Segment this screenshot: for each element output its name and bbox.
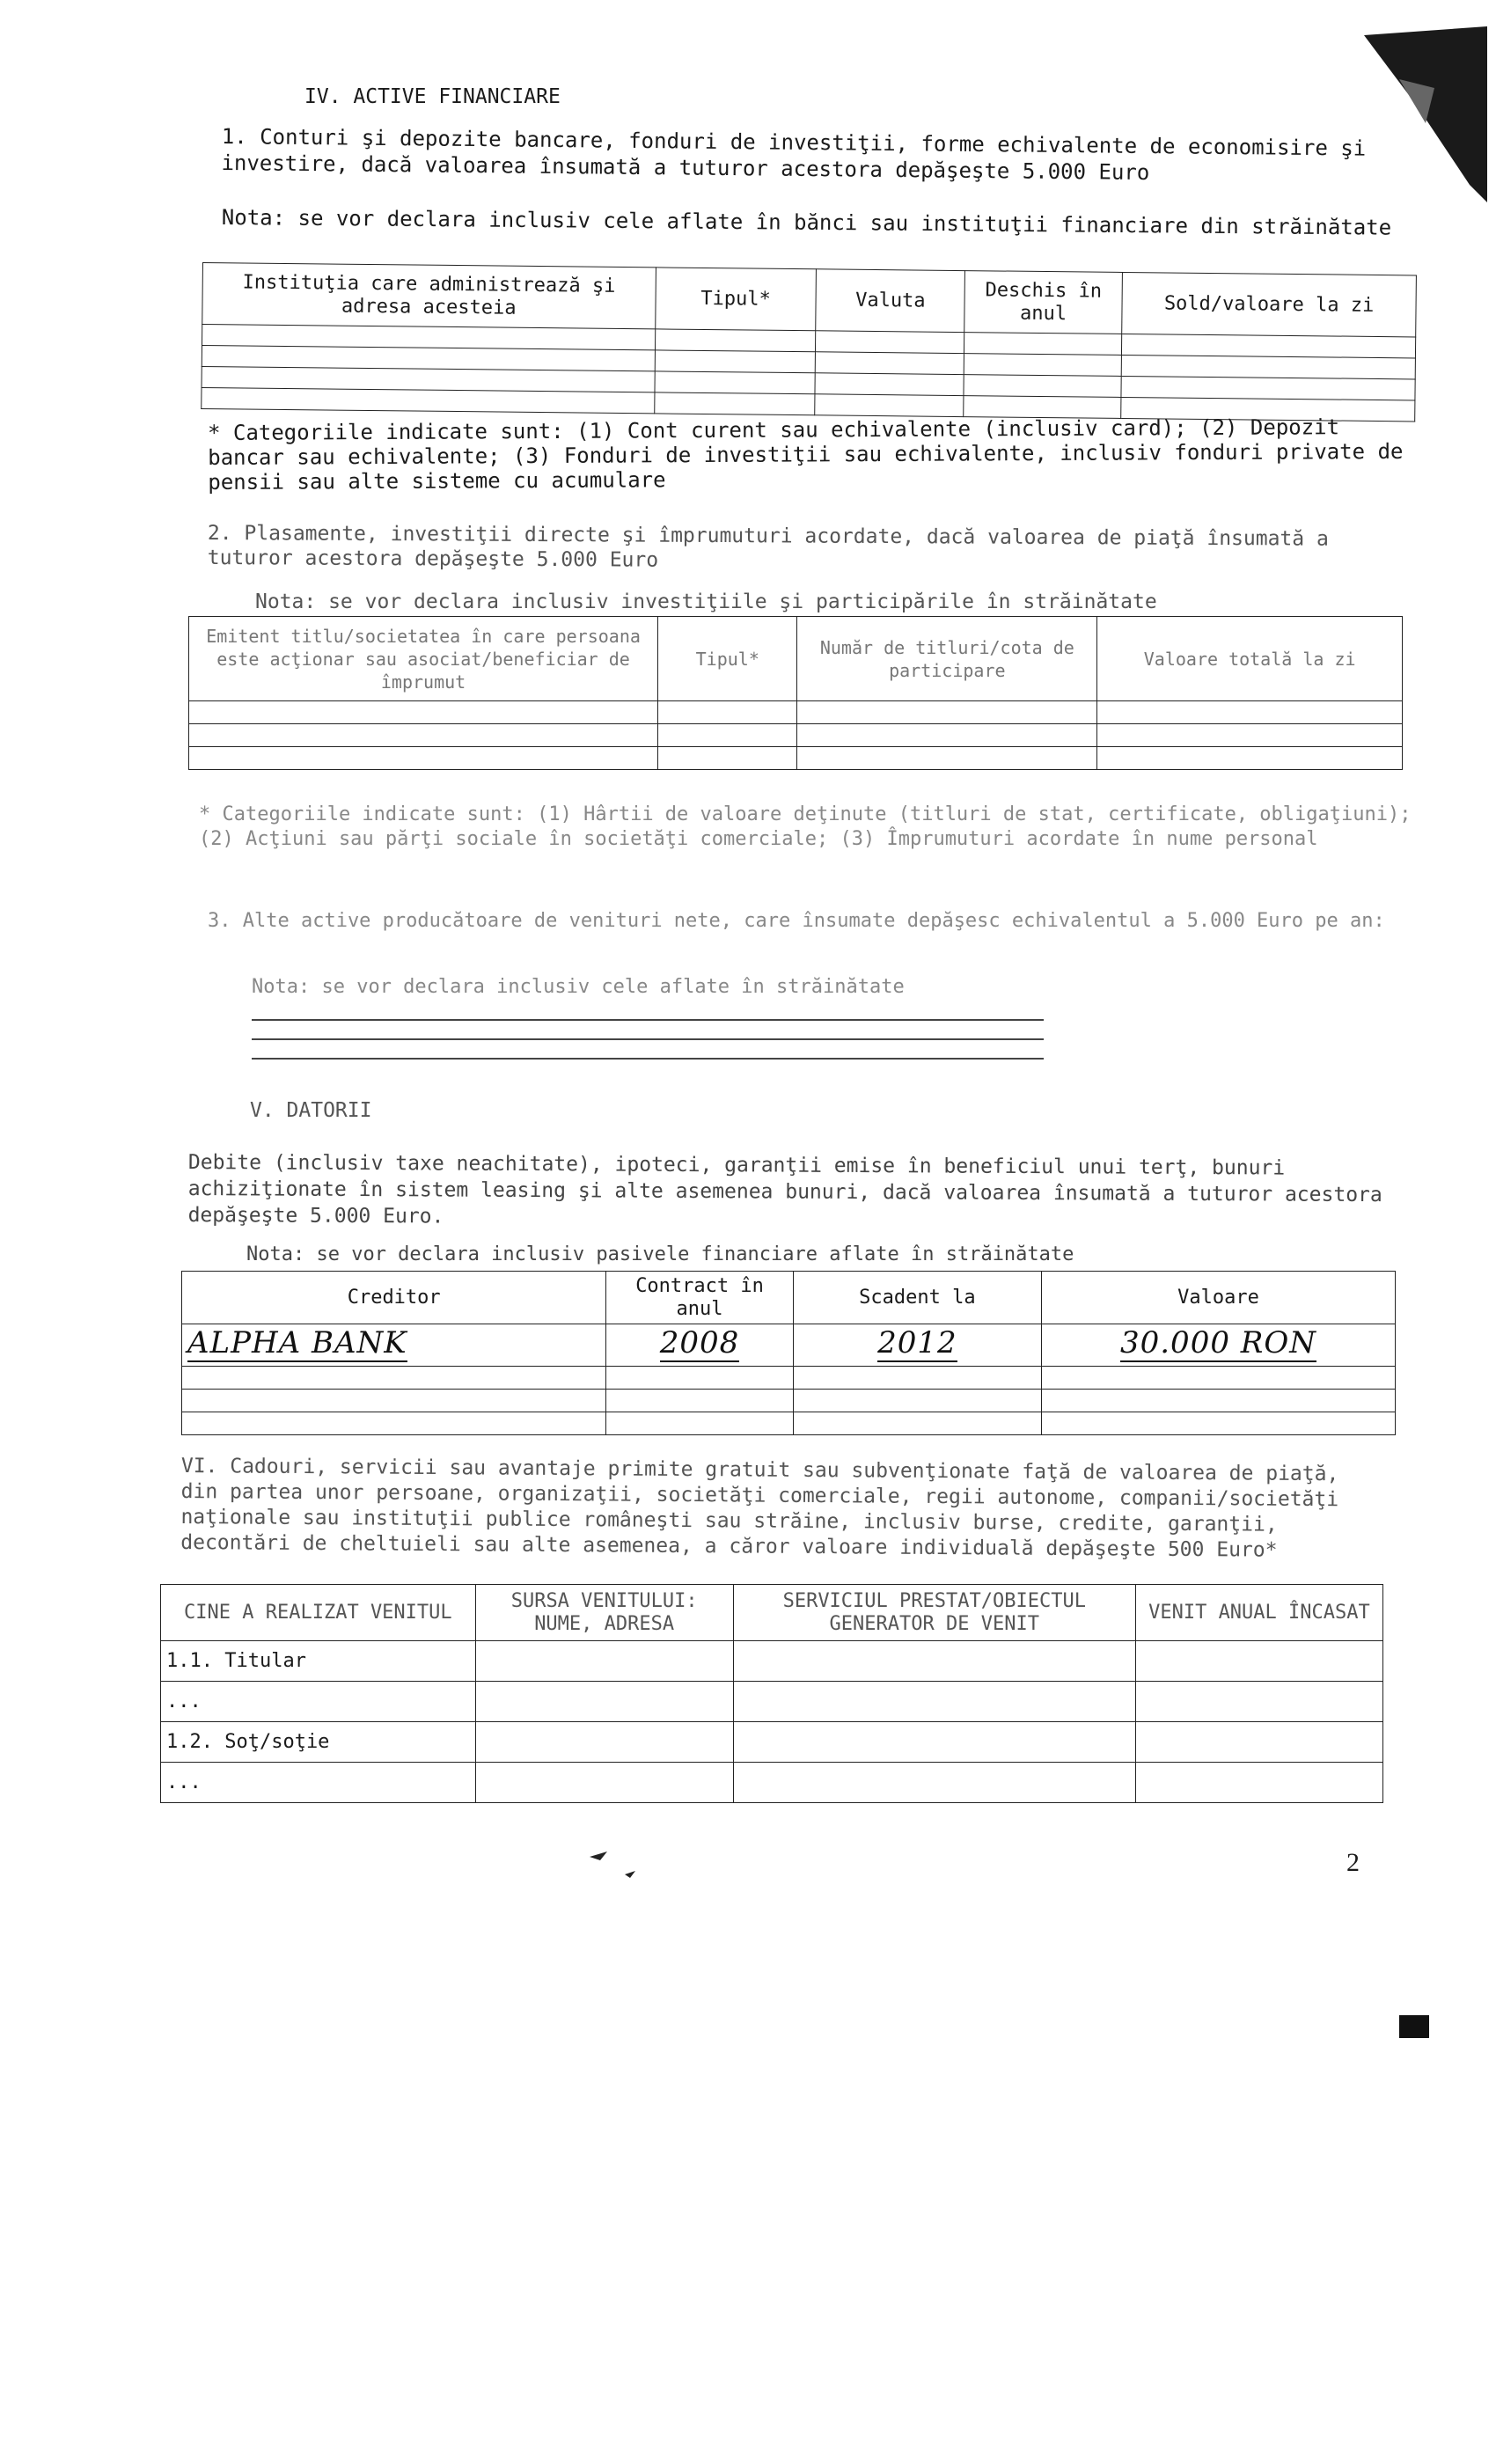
- table-header: Valoare totală la zi: [1097, 617, 1403, 701]
- debt-amount-value: 30.000 RON: [1119, 1325, 1316, 1360]
- accounts-table: [201, 262, 1417, 422]
- row-label: ...: [161, 1682, 476, 1722]
- table-header: Emitent titlu/societatea în care persoana este acţionar sau asociat/beneficiar de împrumut: [189, 617, 658, 701]
- table-1-footnote: * Categoriile indicate sunt: (1) Cont curent sau echivalente (inclusiv card); (2) Depozit bancar sau echivalente; (3) Fonduri de investiţii sau echivalente, inclusiv fonduri private de pensii sau alte sisteme cu acumulare: [208, 414, 1416, 495]
- contract-year-value: 2008: [659, 1325, 740, 1360]
- creditor-value: ALPHA BANK: [187, 1325, 407, 1360]
- table-row: [161, 1722, 1383, 1763]
- blank-line: [252, 1038, 1044, 1040]
- table-row: [189, 724, 1403, 747]
- scan-mark: [1399, 2015, 1429, 2038]
- due-year-value: 2012: [877, 1325, 957, 1360]
- table-row: [161, 1682, 1383, 1722]
- item-1-text: 1. Conturi şi depozite bancare, fonduri de investiţii, forme echivalente de economisire şi investire, dacă valoarea însumată a tuturor acestora depăşeşte 5.000 Euro: [221, 123, 1379, 186]
- row-label: 1.2. Soţ/soţie: [161, 1722, 476, 1763]
- table-row: [189, 747, 1403, 770]
- table-header: Sold/valoare la zi: [1122, 272, 1417, 336]
- row-label: ...: [161, 1763, 476, 1803]
- table-header: Contract în anul: [606, 1272, 793, 1324]
- table-header: Creditor: [182, 1272, 606, 1324]
- table-header: Instituţia care administrează şi adresa acesteia: [202, 263, 656, 329]
- table-header: SURSA VENITULUI: NUME, ADRESA: [475, 1585, 733, 1641]
- table-row: [182, 1390, 1396, 1412]
- table-header: SERVICIUL PRESTAT/OBIECTUL GENERATOR DE VENIT: [733, 1585, 1135, 1641]
- table-header: Tipul*: [655, 268, 817, 331]
- gifts-section-text: VI. Cadouri, servicii sau avantaje primite gratuit sau subvenţionate faţă de valoarea de piaţă, din partea unor persoane, organizaţii, societăţi comerciale, regii autonome, companii/societăţi naţionale sau instituţii publice româneşti sau străine, inclusiv burse, credite, garanţii, decontări de cheltuieli sau alte asemenea, a căror valoare individuală depăşeşte 500 Euro*: [180, 1455, 1352, 1562]
- debts-table: [181, 1271, 1396, 1435]
- scan-speck: [581, 1839, 669, 1883]
- blank-line: [252, 1058, 1044, 1060]
- gifts-table: [160, 1584, 1383, 1803]
- section-title: IV. ACTIVE FINANCIARE: [304, 85, 561, 108]
- table-header: VENIT ANUAL ÎNCASAT: [1135, 1585, 1382, 1641]
- table-row: [182, 1412, 1396, 1435]
- blank-line: [252, 1019, 1044, 1021]
- table-header: Număr de titluri/cota de participare: [797, 617, 1097, 701]
- table-header: Deschis în anul: [964, 271, 1123, 334]
- table-2-footnote: * Categoriile indicate sunt: (1) Hârtii de valoare deţinute (titluri de stat, certificate, obligaţiuni); (2) Acţiuni sau părţi sociale în societăţi comerciale; (3) Împrumuturi acordate în nume personal: [199, 803, 1423, 850]
- table-row: [182, 1367, 1396, 1390]
- table-header: CINE A REALIZAT VENITUL: [161, 1585, 476, 1641]
- page-number: 2: [1346, 1848, 1360, 1877]
- table-row: [189, 701, 1403, 724]
- table-header: Tipul*: [658, 617, 797, 701]
- item-3-note: Nota: se vor declara inclusiv cele aflate în străinătate: [252, 976, 905, 998]
- section-title: V. DATORII: [250, 1099, 372, 1122]
- item-2-text: 2. Plasamente, investiţii directe şi împrumuturi acordate, dacă valoarea de piaţă însumată a tuturor acestora depăşeşte 5.000 Euro: [207, 522, 1341, 572]
- table-header: Scadent la: [793, 1272, 1041, 1324]
- item-1-note: Nota: se vor declara inclusiv cele aflate în bănci sau instituţii financiare din străinătate: [221, 204, 1392, 240]
- debts-note: Nota: se vor declara inclusiv pasivele financiare aflate în străinătate: [246, 1243, 1074, 1265]
- investments-table: [188, 616, 1403, 770]
- table-header: Valuta: [816, 269, 964, 333]
- debts-description: Debite (inclusiv taxe neachitate), ipoteci, garanţii emise în beneficiul unui terţ, bunuri achiziţionate în sistem leasing şi alte asemenea bunuri, dacă valoarea însumată a tuturor acestora depăşeşte 5.000 Euro.: [187, 1151, 1395, 1228]
- table-header: Valoare: [1041, 1272, 1395, 1324]
- table-row: [161, 1763, 1383, 1803]
- table-row: [182, 1324, 1396, 1367]
- item-2-note: Nota: se vor declara inclusiv investiţiile şi participările în străinătate: [255, 590, 1157, 613]
- item-3-text: 3. Alte active producătoare de venituri nete, care însumate depăşesc echivalentul a 5.000 Euro pe an:: [208, 910, 1385, 932]
- row-label: 1.1. Titular: [161, 1641, 476, 1682]
- table-row: [161, 1641, 1383, 1682]
